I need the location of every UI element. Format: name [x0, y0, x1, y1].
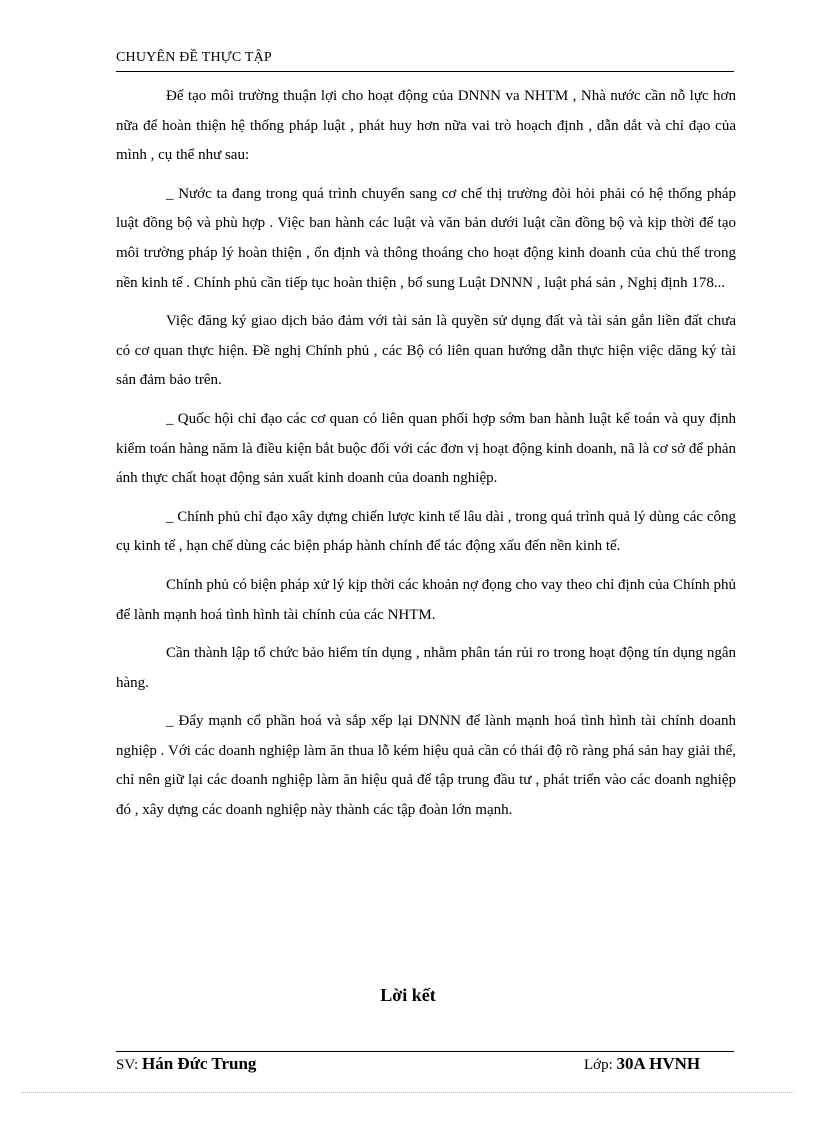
footer-student [116, 1054, 256, 1074]
student-label: SV: [116, 1057, 139, 1073]
paragraph: _ Nước ta đang trong quá trình chuyển sang cơ chế thị trường đòi hỏi phải có hệ thống pháp luật đồng bộ và phù hợp . Việc ban hành các luật và văn bản dưới luật cần đồng bộ và kịp thời để tạo môi trường pháp lý hoàn thiện , ổn định và thông thoáng cho hoạt động kinh doanh của chủ thể trong nền kinh tế . Chính phủ cần tiếp tục hoàn thiện , bổ sung Luật DNNN , luật phá sản , Nghị định 178... [116, 185, 736, 291]
footer-class [584, 1054, 700, 1074]
paragraph: _ Đẩy mạnh cổ phần hoá và sắp xếp lại DNNN để lành mạnh hoá tình hình tài chính doanh nghiệp . Với các doanh nghiệp làm ăn thua lỗ kém hiệu quả cần có thái độ rõ ràng phá sản hay giải thể, chỉ nên giữ lại các doanh nghiệp làm ăn hiệu quả để tập trung đầu tư , phát triển vào các doanh nghiệp đó , xây dựng các doanh nghiệp này thành các tập đoàn lớn mạnh. [116, 713, 736, 819]
class-name: 30A HVNH [616, 1054, 701, 1073]
paragraph: Để tạo môi trường thuận lợi cho hoạt động của DNNN va NHTM , Nhà nước cần nỗ lực hơn nữa để hoàn thiện hệ thống pháp luật , phát huy hơn nữa vai trò hoạch định , dẫn dắt và chỉ đạo của mình , cụ thể như sau: [116, 88, 736, 164]
paragraph: _ Quốc hội chỉ đạo các cơ quan có liên quan phối hợp sớm ban hành luật kế toán và quy định kiểm toán hàng năm là điều kiện bắt buộc đối với các đơn vị hoạt động kinh doanh, nã là cơ sở để phản ánh thực chất hoạt động sản xuất kinh doanh của doanh nghiệp. [116, 410, 736, 487]
class-label: Lớp: [584, 1057, 613, 1073]
page-header-title: CHUYÊN ĐỀ THỰC TẬP [116, 50, 272, 65]
paragraph: Việc đăng ký giao dịch bảo đảm với tài sản là quyền sử dụng đất và tài sản gắn liền đất chưa có cơ quan thực hiện. Đề nghị Chính phủ , các Bộ có liên quan hướng dẫn thực hiện việc dăng ký tài sản đảm bảo trên. [116, 313, 736, 389]
student-name: Hán Đức Trung [141, 1054, 257, 1073]
paragraph: Cần thành lập tổ chức bảo hiểm tín dụng , nhằm phân tán rủi ro trong hoạt động tín dụng ngân hàng. [116, 645, 736, 691]
document-body [116, 82, 736, 835]
page-bottom-edge [22, 1092, 794, 1093]
paragraph: _ Chính phủ chỉ đạo xây dựng chiến lược kinh tế lâu dài , trong quá trình quả lý dùng các công cụ kinh tế , hạn chế dùng các biện pháp hành chính để tác động xấu đến nền kinh tế. [116, 508, 736, 555]
header-divider [116, 71, 734, 72]
paragraph: Chính phủ có biện pháp xử lý kịp thời các khoản nợ đọng cho vay theo chỉ định của Chính phủ để lành mạnh hoá tình hình tài chính của các NHTM. [116, 576, 736, 623]
closing-section-title: Lời kết [380, 985, 436, 1005]
footer-divider [116, 1051, 734, 1052]
